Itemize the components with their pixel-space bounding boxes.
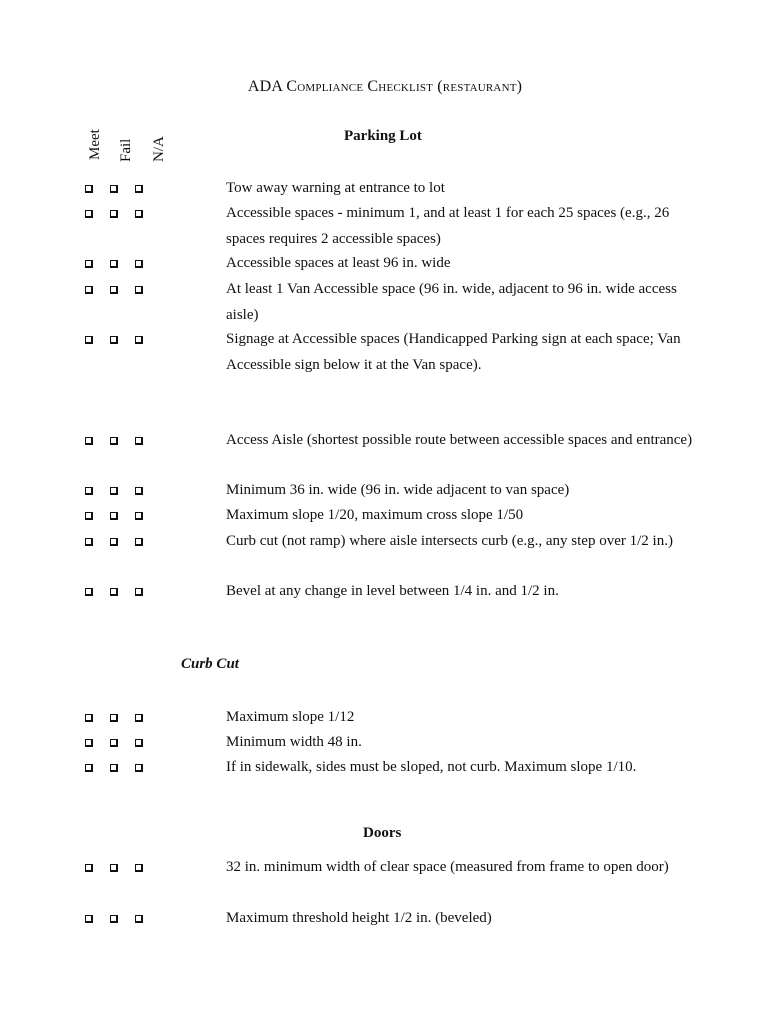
checklist-item-text: Maximum slope 1/20, maximum cross slope 1/50 bbox=[226, 507, 524, 523]
checkbox-fail[interactable] bbox=[110, 487, 118, 495]
checklist-item-text: If in sidewalk, sides must be sloped, not curb. Maximum slope 1/10. bbox=[226, 759, 637, 775]
checkbox-na[interactable] bbox=[135, 437, 143, 445]
checkbox-meet[interactable] bbox=[85, 739, 93, 747]
checkbox-na[interactable] bbox=[135, 714, 143, 722]
checkbox-na[interactable] bbox=[135, 915, 143, 923]
checkbox-group bbox=[85, 739, 160, 747]
checklist-item-text: Maximum threshold height 1/2 in. (beveled) bbox=[226, 910, 492, 926]
checkbox-group bbox=[85, 487, 160, 495]
checklist-item-text: Minimum width 48 in. bbox=[226, 734, 362, 750]
column-header-fail: Fail bbox=[118, 138, 134, 162]
checkbox-fail[interactable] bbox=[110, 286, 118, 294]
checkbox-meet[interactable] bbox=[85, 915, 93, 923]
checkbox-na[interactable] bbox=[135, 210, 143, 218]
checklist-item-text: Signage at Accessible spaces (Handicapped Parking sign at each space; Van Accessible sign below it at the Van space). bbox=[226, 331, 681, 373]
checkbox-meet[interactable] bbox=[85, 764, 93, 772]
checklist-item-text: Minimum 36 in. wide (96 in. wide adjacent to van space) bbox=[226, 482, 570, 498]
checkbox-group bbox=[85, 512, 160, 520]
checklist-item-text: Accessible spaces at least 96 in. wide bbox=[226, 255, 451, 271]
checkbox-meet[interactable] bbox=[85, 538, 93, 546]
checkbox-meet[interactable] bbox=[85, 864, 93, 872]
checkbox-fail[interactable] bbox=[110, 588, 118, 596]
checkbox-na[interactable] bbox=[135, 487, 143, 495]
checkbox-group bbox=[85, 538, 160, 546]
checkbox-meet[interactable] bbox=[85, 437, 93, 445]
checkbox-na[interactable] bbox=[135, 864, 143, 872]
checklist-item-text: At least 1 Van Accessible space (96 in. wide, adjacent to 96 in. wide access aisle) bbox=[226, 281, 677, 323]
section-title-doors: Doors bbox=[363, 825, 402, 841]
checkbox-fail[interactable] bbox=[110, 764, 118, 772]
checkbox-fail[interactable] bbox=[110, 538, 118, 546]
checkbox-fail[interactable] bbox=[110, 260, 118, 268]
checkbox-na[interactable] bbox=[135, 764, 143, 772]
checklist-item-text: Bevel at any change in level between 1/4 in. and 1/2 in. bbox=[226, 583, 559, 599]
page-title: ADA Compliance Checklist (restaurant) bbox=[247, 78, 523, 95]
checkbox-group bbox=[85, 864, 160, 872]
checklist-item-text: Maximum slope 1/12 bbox=[226, 709, 355, 725]
checkbox-fail[interactable] bbox=[110, 210, 118, 218]
checklist-item-text: 32 in. minimum width of clear space (measured from frame to open door) bbox=[226, 859, 669, 875]
checkbox-na[interactable] bbox=[135, 538, 143, 546]
checkbox-group bbox=[85, 915, 160, 923]
checkbox-na[interactable] bbox=[135, 260, 143, 268]
checkbox-fail[interactable] bbox=[110, 437, 118, 445]
checkbox-group bbox=[85, 260, 160, 268]
checkbox-group bbox=[85, 764, 160, 772]
checkbox-meet[interactable] bbox=[85, 588, 93, 596]
checkbox-na[interactable] bbox=[135, 512, 143, 520]
checkbox-group bbox=[85, 336, 160, 344]
checkbox-meet[interactable] bbox=[85, 260, 93, 268]
checkbox-na[interactable] bbox=[135, 739, 143, 747]
checkbox-na[interactable] bbox=[135, 336, 143, 344]
checkbox-na[interactable] bbox=[135, 185, 143, 193]
checkbox-fail[interactable] bbox=[110, 864, 118, 872]
checkbox-fail[interactable] bbox=[110, 185, 118, 193]
checkbox-group bbox=[85, 185, 160, 193]
checkbox-group bbox=[85, 437, 160, 445]
checklist-item-text: Tow away warning at entrance to lot bbox=[226, 180, 445, 196]
section-title-parking-lot: Parking Lot bbox=[344, 128, 422, 144]
checkbox-meet[interactable] bbox=[85, 512, 93, 520]
checkbox-fail[interactable] bbox=[110, 714, 118, 722]
checkbox-meet[interactable] bbox=[85, 487, 93, 495]
checkbox-na[interactable] bbox=[135, 588, 143, 596]
checkbox-group bbox=[85, 714, 160, 722]
checkbox-meet[interactable] bbox=[85, 336, 93, 344]
checklist-item-text: Curb cut (not ramp) where aisle intersects curb (e.g., any step over 1/2 in.) bbox=[226, 533, 673, 549]
checkbox-fail[interactable] bbox=[110, 512, 118, 520]
checklist-item-text: Accessible spaces - minimum 1, and at least 1 for each 25 spaces (e.g., 26 spaces requires 2 accessible spaces) bbox=[226, 205, 670, 247]
checkbox-group bbox=[85, 286, 160, 294]
column-header-na: N/A bbox=[151, 136, 167, 162]
checkbox-fail[interactable] bbox=[110, 739, 118, 747]
checkbox-meet[interactable] bbox=[85, 286, 93, 294]
checkbox-meet[interactable] bbox=[85, 210, 93, 218]
checkbox-group bbox=[85, 588, 160, 596]
checkbox-meet[interactable] bbox=[85, 714, 93, 722]
checkbox-group bbox=[85, 210, 160, 218]
checkbox-fail[interactable] bbox=[110, 336, 118, 344]
section-title-curb-cut: Curb Cut bbox=[181, 656, 239, 672]
column-header-meet: Meet bbox=[87, 129, 103, 160]
checkbox-na[interactable] bbox=[135, 286, 143, 294]
checkbox-fail[interactable] bbox=[110, 915, 118, 923]
checkbox-meet[interactable] bbox=[85, 185, 93, 193]
checklist-item-text: Access Aisle (shortest possible route between accessible spaces and entrance) bbox=[226, 432, 693, 448]
